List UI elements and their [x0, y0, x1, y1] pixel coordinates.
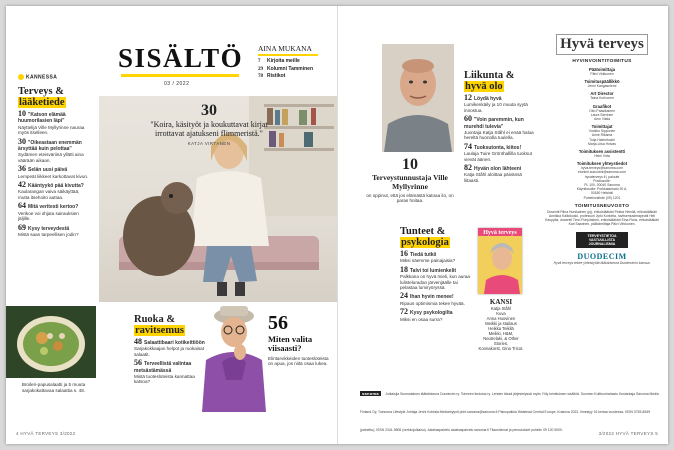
kansi-credit-line: Katja Ståhl	[490, 306, 512, 311]
masthead-role-title: Toimituspäällikkö	[584, 79, 620, 85]
masthead-role-name: Vuokko Sipponen Anne Rikama Tuija Halmekoski Marja-Liisa Hoivas	[588, 129, 616, 146]
toc-item-title: Tuoksutonta, kiitos!	[474, 144, 522, 151]
masthead-role-title: Toimituksen yhteystiedot	[576, 161, 628, 167]
masthead-roles	[543, 67, 661, 200]
kansi-credit-line: Konnakorst, Gina Tricot.	[478, 346, 524, 351]
toc-item-title: Mitä veritesti kertoo?	[28, 204, 79, 211]
feature-56-number: 56	[268, 312, 288, 334]
legal-text: Julkaisija Suomalainen lääkäriseura Duodecim ry. Toimeen tiedotus ry. Lehden tässä järjestelyssä myös Yöly toimituksen sisältöä. Suomen Kulttuurirahasto Kustantaja Sanoma Media Finland Oy, Tuesoma Lifestyle Johtaja Jenni Kohtala Mediamyynti print.sanoma@sanoma.fi Painopaikka Walstead Central Europe, Krakova 2022. Ilmestyy 16 kertaa vuodessa. ISSN 0783-8549 (painettu), ISSN 2341-9806 (verkkojulkaisu). Asiakaspalvelu asiakaspalvelu.sanoma.fi Tilaushinnat ja peruutukset puhelin 09 120 5000.	[360, 392, 659, 432]
toc-item	[400, 264, 476, 291]
cover-person	[478, 236, 522, 294]
masthead-role	[543, 149, 661, 158]
ville-title: Terveystunnustaja Ville Myllyrinne	[372, 173, 448, 191]
masthead-role	[543, 67, 661, 76]
masthead-role	[543, 124, 661, 146]
aina-item-text: Kolumni Tamminen	[267, 65, 314, 72]
neuvosto-text: Dosentti Riina Hurskainen (pj), erikoislääkäri Pekka Heinilä, erikoislääkäri Annikka Kalliokoski, professori Jyrki Korkeila, ravitsemusterapeutti Heli Kauppila, dosentti Timo Pohjolainen, erikoislääkäri Eina Roos, erikoislääkäri Kari Saarinen, päätoimittaja Päivi Virkkunen.	[545, 209, 659, 227]
aina-item-text: Kirjoita meille	[267, 58, 300, 64]
toc-item-text: Mistä tuotesloteista kannattaa katsoa?	[134, 374, 195, 385]
cover-photo-woman-dog	[99, 96, 337, 302]
masthead-role-title: Toimittajat	[591, 124, 613, 130]
aina-mukana-heading: AINA MUKANA	[258, 44, 312, 53]
ville-feature	[360, 156, 460, 204]
toc-page-number: 72	[400, 307, 408, 317]
toc-item-text: Mistä saan tarpeellisen jodin?	[18, 231, 79, 237]
toc-item	[18, 203, 92, 221]
journalism-badge: TERVEYSTIETOA VASTUULLISTA JOURNALISMIA	[576, 232, 628, 249]
toc-item-title: Selän uusi päivä	[28, 167, 68, 174]
neuvosto-heading: TOIMITUSNEUVOSTO	[574, 203, 630, 209]
left-page	[6, 6, 337, 444]
masthead-role-name: Taina Korhonen	[590, 96, 614, 101]
ville-number: 10	[402, 156, 418, 173]
toc-item-text: Kaularangan vaiva säikäyttää, mutta itsehoito auttaa.	[18, 189, 80, 200]
toc-page-number: 69	[18, 222, 26, 232]
kansi-credit-line: Meikki, H&M,	[488, 331, 514, 336]
toc-item-title: Ihan hyvin menee!	[410, 294, 454, 301]
duodecim-logo: DUODECIM	[577, 252, 627, 262]
toc-item-title: "Voin paremmin, kun murehdi tulevia"	[464, 117, 524, 130]
masthead-role-name: Otto Paasikainen Laura Sievinen Aino Viiala	[589, 108, 615, 122]
kansi-credit-line: Heikka Teikilä	[488, 326, 514, 331]
aina-item-number: 78	[258, 74, 263, 79]
toc-page-number: 64	[18, 201, 26, 211]
ville-photo	[382, 44, 454, 152]
quote-text: "Koira, käsityöt ja koukuttavat kirjat irrottavat ajatukseni flimmeristä."	[150, 120, 268, 138]
toc-page-number: 16	[400, 249, 408, 258]
cover-logo: Hyvä terveys	[483, 230, 517, 236]
masthead-role-name: Päivi Virkkunen	[590, 72, 614, 76]
issue-number: 03 / 2022	[164, 81, 190, 87]
toc-item-text: Verikoe voi ohjata sairauksien jäljille.	[18, 210, 79, 222]
masthead-role	[543, 161, 661, 200]
toc-item	[18, 166, 92, 179]
right-folio: 3/2022 HYVÄ TERVEYS 5	[598, 431, 658, 436]
toc-page-number: 74	[464, 141, 472, 151]
left-folio: 4 HYVÄ TERVEYS 3/2022	[16, 431, 76, 436]
right-page	[337, 6, 668, 444]
terveys-list	[18, 111, 92, 237]
magazine-spread	[6, 6, 668, 444]
sanoma-logo: sanoma	[362, 391, 379, 396]
masthead-role-title: Graafikot	[592, 103, 612, 109]
masthead-role	[543, 104, 661, 122]
kansi-credit-line: Anna Huovinen	[486, 316, 516, 321]
masthead-role	[543, 79, 661, 88]
masthead-role	[543, 91, 661, 100]
toc-page-number: 12	[464, 93, 472, 102]
masthead-role-title: Päätoimittaja	[588, 67, 616, 72]
aina-item	[258, 66, 336, 74]
toc-item-title: Terveellistä valintaa metsästämässä	[134, 361, 192, 374]
toc-item-text: Laulaja Tuire Grönthallilla tuoksut vievät äänen.	[464, 151, 532, 162]
toc-page-number: 60	[464, 114, 472, 124]
tunteet-heading: Tunteet & psykologia	[400, 226, 449, 248]
masthead-role-title: Toimituksen assistentti	[578, 149, 626, 155]
toc-item	[464, 165, 536, 183]
feature-56	[268, 312, 330, 367]
kansi-credit-line: Meikki ja stailaus	[485, 321, 517, 326]
toc-item-title: Tiedä tutkii	[410, 252, 437, 258]
man-illustration	[192, 302, 270, 412]
toc-page-number: 24	[400, 291, 408, 301]
page-title: SISÄLTÖ	[118, 43, 244, 73]
aina-mukana-list	[258, 58, 336, 81]
toc-page-number: 82	[464, 163, 472, 173]
salad-photo	[6, 306, 96, 378]
kicker-arrow-icon	[18, 74, 24, 80]
toc-item-title: Kysy terveydestä	[28, 225, 70, 232]
terveys-heading: Terveys & lääketiede	[18, 86, 65, 108]
masthead-section: HYVINVOINTITOIMITUS	[572, 59, 632, 64]
quote-number: 30	[201, 102, 217, 119]
salad-caption: Broileri-papusalaatti ja 5 muuta sarjakokattavaa salaattia s. 48.	[21, 382, 86, 393]
toc-item-text: Juontaja Katja Ståhl ei enää halua hereltä huonolla tuulella.	[464, 130, 534, 141]
toc-item	[400, 293, 476, 306]
aina-item-number: 29	[258, 66, 263, 72]
legal-footer	[360, 382, 660, 436]
tunteet-list	[400, 251, 476, 322]
cover-thumbnail	[478, 228, 522, 294]
toc-item-text: Näyttelijä Ville Myllyrinne nauraa myös itselleen.	[18, 124, 85, 136]
toc-page-number: 48	[134, 337, 142, 346]
toc-item-title: "Oikeastaan enemmän ärsyttää kuin pelottaa"	[18, 139, 82, 153]
kansi-credits	[476, 306, 526, 351]
toc-item-title: Kääntyykö pää kivutta?	[28, 183, 84, 190]
aina-mukana-section	[258, 44, 336, 81]
toc-item-title: Löydä hyvä	[474, 96, 502, 102]
feature-56-text: Elintarvikkeiden tuotesloteista on apua, jos niitä osaa lukea.	[268, 356, 329, 367]
toc-item	[464, 116, 536, 141]
liikunta-heading: Liikunta & hyvä olo	[464, 70, 515, 92]
ruoka-heading: Ruoka & ravitsemus	[134, 314, 184, 336]
ville-illustration	[382, 44, 454, 152]
kansi-credit-line: Kuva	[496, 311, 506, 316]
ville-text: on oppinut, että jos elämästä katoaa ilo, on paras hoitaa.	[366, 193, 454, 204]
toc-item	[18, 182, 92, 200]
toc-page-number: 18	[400, 264, 408, 274]
toc-item-title: Talvi toi lumienkelit	[410, 267, 457, 274]
toc-item	[400, 251, 476, 264]
masthead-logo: Hyvä terveys	[556, 34, 648, 55]
toc-item	[464, 141, 536, 162]
kicker: KANNESSA	[18, 74, 57, 80]
masthead	[543, 34, 661, 265]
aina-item	[258, 73, 336, 81]
terveys-section	[18, 86, 92, 237]
toc-item-title: "Katson elämää huumorilasien läpi"	[18, 112, 66, 125]
toc-item-text: Sydämen eteisväriinä yllätti aina väärään aikaan.	[18, 152, 84, 163]
toc-item-text: Palkkana on hyvä mieli, kun auraa lulisteluradan järvenjäälle tai pelastaa lumiryöryssä.	[400, 274, 470, 291]
toc-item	[400, 309, 476, 322]
masthead-role-name: hyva.terveys@sanoma.com etunimi.sukunimi@sanoma.com hyvaterveys.fi | paluute Postiosoite: PL 100, 00040 Sanoma Käyntiosoite: Porkkalankatu 30 A, 00180 Helsinki Puhelinvaihde (09) 1201	[576, 166, 628, 200]
toc-item-text: Katja Ståhl aloittaa päivänsä liitaasti.	[464, 172, 522, 183]
aina-item	[258, 58, 336, 66]
feature-56-title: Miten valita viisaasti?	[268, 334, 313, 353]
man-thinking-photo	[192, 302, 270, 412]
quote-author: KATJA VIRTANEN	[187, 141, 231, 146]
toc-item-title: Salaattibaari kotikeittiöön	[144, 340, 205, 346]
liikunta-section	[464, 70, 536, 183]
duodecim-sub: Hyvä terveys tekee yhteistyötä lääkäriseura Duodecimin kanssa.	[553, 261, 651, 266]
salad-illustration	[6, 306, 96, 378]
toc-item	[18, 222, 92, 238]
tunteet-section	[400, 226, 476, 322]
toc-page-number: 30	[18, 136, 26, 146]
aina-mukana-underline	[258, 54, 318, 56]
toc-item-text: Ripaus optimismia tekee hyvää.	[400, 300, 465, 306]
toc-item-text: Lumikenkäily ja 10 muuta syytä innostua.	[464, 102, 528, 113]
toc-item-text: Miksi en osaa surra?	[400, 316, 443, 322]
toc-item-title: Kysy psykologilta	[410, 310, 453, 317]
toc-item-title: Hyvän olon lähteeni	[474, 166, 522, 173]
toc-page-number: 56	[134, 358, 142, 368]
toc-item	[18, 136, 92, 164]
toc-item-text: Sarjakokkaajan helpot ja ruokaisat salaatit.	[134, 346, 204, 357]
kansi-block	[476, 298, 526, 351]
quote-block	[149, 102, 269, 146]
page-title-underline	[121, 74, 239, 77]
masthead-role-name: Jenni Kangasniemi	[587, 84, 617, 89]
toc-item	[464, 95, 536, 113]
masthead-role-title: Art Director	[590, 91, 614, 97]
toc-page-number: 36	[18, 164, 26, 174]
toc-page-number: 10	[18, 109, 26, 118]
toc-item-text: Miksi näemme painajaisia?	[400, 258, 456, 264]
toc-item	[18, 111, 92, 136]
aina-item-text: Ristikot	[267, 73, 286, 79]
kansi-heading: KANSI	[489, 298, 513, 306]
toc-page-number: 42	[18, 180, 26, 190]
toc-item-text: Lempeät liikkeet karkottavat kivun.	[18, 173, 89, 179]
aina-item-number: 7	[258, 59, 261, 64]
kansi-credit-line: Neutrelaki, & Other Stories,	[483, 336, 519, 346]
liikunta-list	[464, 95, 536, 183]
masthead-role-name: Heini Virta	[594, 154, 610, 159]
